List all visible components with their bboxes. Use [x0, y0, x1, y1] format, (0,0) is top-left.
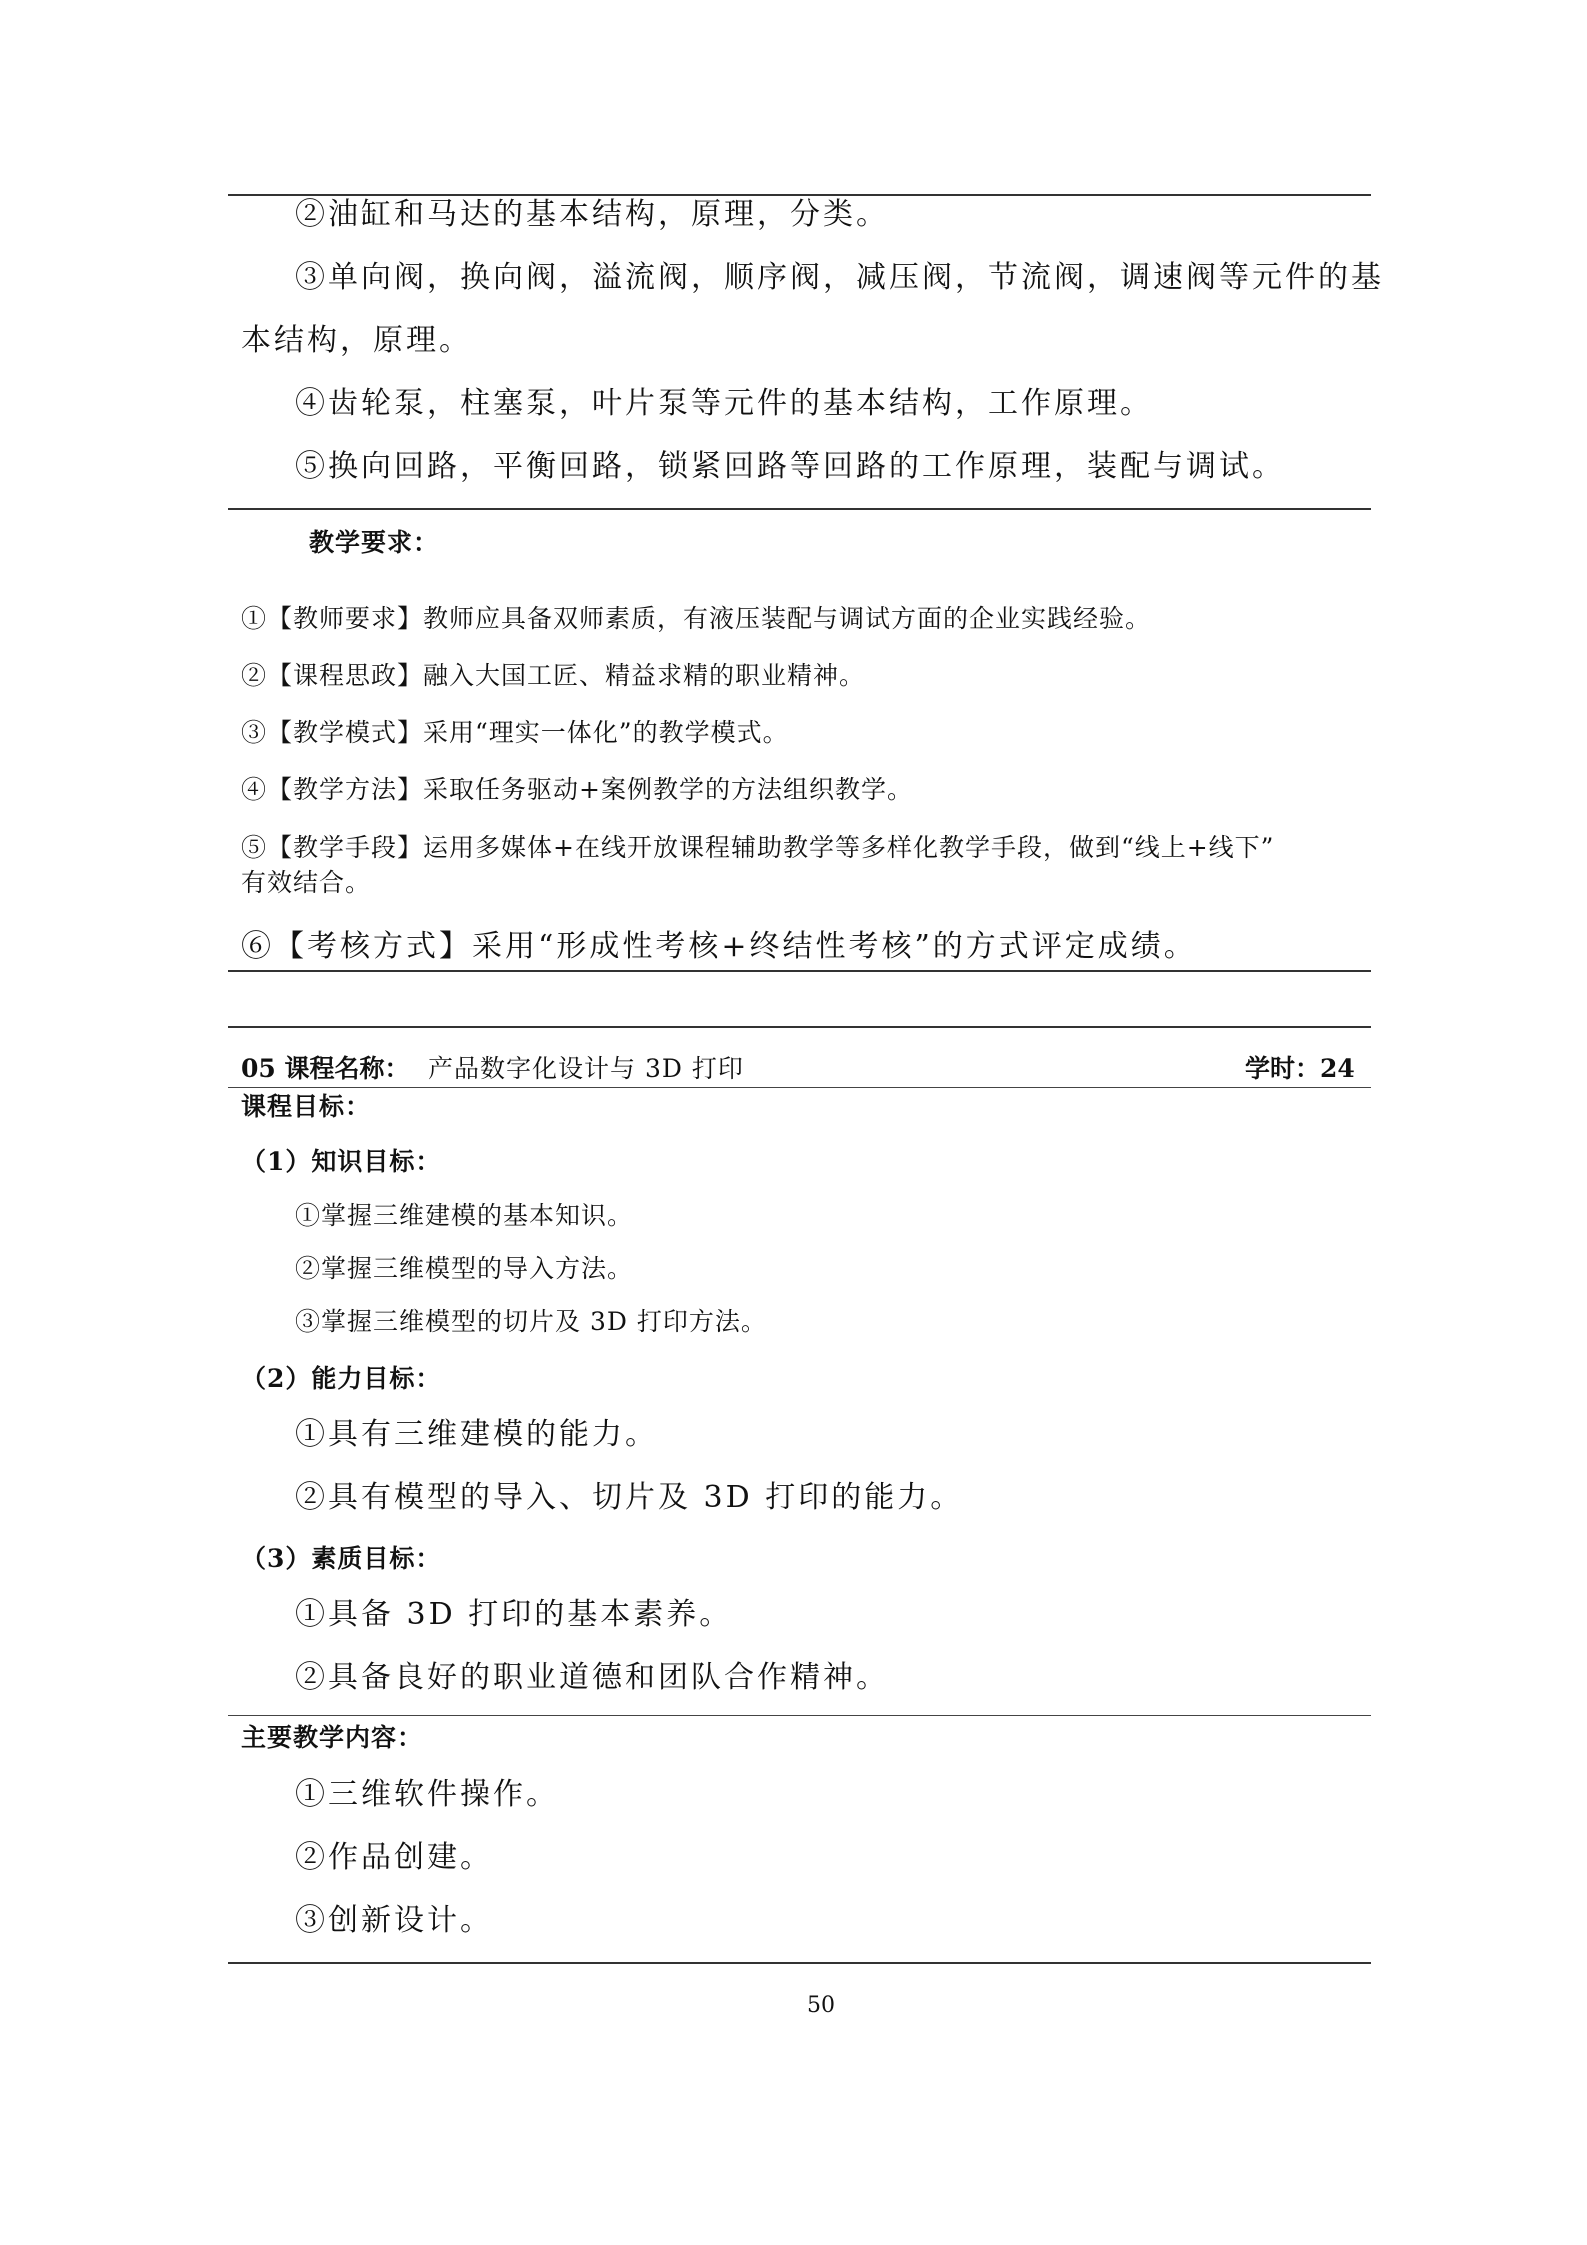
requirement-item: ②【课程思政】融入大国工匠、精益求精的职业精神。 — [241, 661, 866, 690]
content-line: ④齿轮泵，柱塞泵，叶片泵等元件的基本结构，工作原理。 — [295, 386, 1153, 421]
section-divider — [228, 508, 1371, 510]
content-divider — [228, 1715, 1371, 1716]
ability-heading: （2）能力目标： — [241, 1364, 442, 1393]
content-line: ⑤换向回路，平衡回路，锁紧回路等回路的工作原理，装配与调试。 — [295, 449, 1285, 484]
knowledge-item: ②掌握三维模型的导入方法。 — [295, 1254, 634, 1283]
page-number: 50 — [807, 1993, 835, 2018]
ability-item: ①具有三维建模的能力。 — [295, 1417, 658, 1452]
ability-item: ②具有模型的导入、切片及 3D 打印的能力。 — [295, 1480, 964, 1515]
course-top-rule — [228, 1026, 1371, 1028]
content-heading: 主要教学内容： — [241, 1723, 424, 1752]
knowledge-item: ①掌握三维建模的基本知识。 — [295, 1201, 634, 1230]
section-divider — [228, 970, 1371, 972]
requirement-item: ⑤【教学手段】运用多媒体+在线开放课程辅助教学等多样化教学手段，做到“线上+线下” — [241, 833, 1275, 862]
course-name: 产品数字化设计与 3D 打印 — [428, 1054, 744, 1083]
content-line: ③单向阀，换向阀，溢流阀，顺序阀，减压阀，节流阀，调速阀等元件的基 — [295, 260, 1384, 295]
requirement-item: ③【教学模式】采用“理实一体化”的教学模式。 — [241, 718, 789, 747]
requirement-item: ⑥【考核方式】采用“形成性考核+终结性考核”的方式评定成绩。 — [241, 929, 1197, 964]
quality-item: ①具备 3D 打印的基本素养。 — [295, 1597, 733, 1632]
quality-item: ②具备良好的职业道德和团队合作精神。 — [295, 1660, 889, 1695]
course-label: 05 课程名称： — [241, 1054, 410, 1083]
knowledge-item: ③掌握三维模型的切片及 3D 打印方法。 — [295, 1307, 767, 1336]
content-line: 本结构，原理。 — [241, 323, 472, 358]
requirement-item: ④【教学方法】采取任务驱动+案例教学的方法组织教学。 — [241, 775, 913, 804]
content-item: ③创新设计。 — [295, 1903, 493, 1938]
requirement-item: ①【教师要求】教师应具备双师素质，有液压装配与调试方面的企业实践经验。 — [241, 604, 1152, 633]
course-header-rule — [228, 1087, 1371, 1088]
quality-heading: （3）素质目标： — [241, 1544, 442, 1573]
requirements-heading: 教学要求： — [309, 528, 440, 557]
knowledge-heading: （1）知识目标： — [241, 1147, 442, 1176]
content-line: ②油缸和马达的基本结构，原理，分类。 — [295, 197, 889, 232]
objectives-heading: 课程目标： — [241, 1092, 372, 1121]
content-item: ②作品创建。 — [295, 1840, 493, 1875]
requirement-item-continuation: 有效结合。 — [241, 868, 372, 897]
course-hours: 学时：24 — [1245, 1054, 1355, 1083]
content-item: ①三维软件操作。 — [295, 1777, 559, 1812]
bottom-rule — [228, 1962, 1371, 1964]
top-rule — [228, 194, 1371, 196]
